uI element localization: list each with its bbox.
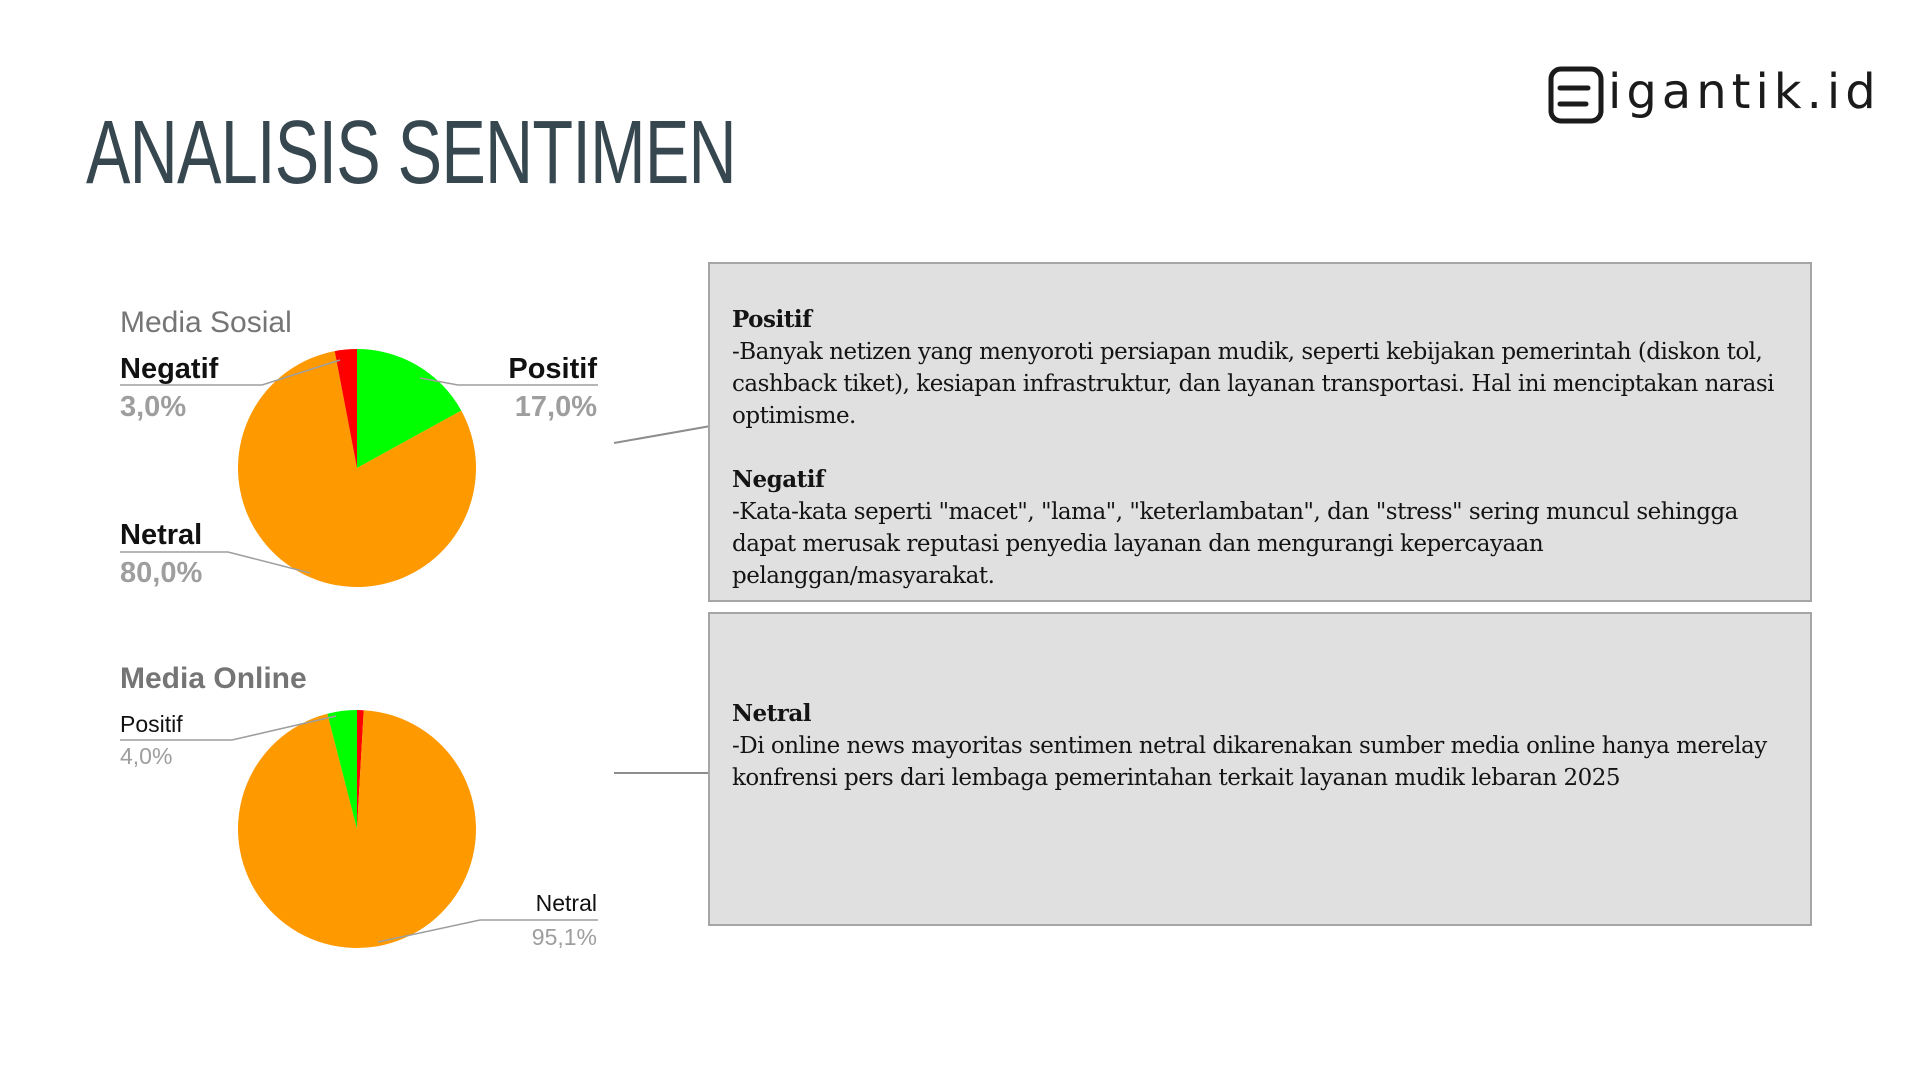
label-netral: Netral: [535, 890, 597, 916]
chart-title-media-sosial: Media Sosial: [120, 306, 292, 339]
pie-media-online: [238, 710, 476, 948]
note-text: -Kata-kata seperti "macet", "lama", "keterlambatan", dan "stress" sering muncul sehingga dapat merusak reputasi penyedia layanan dan mengurangi kepercayaan pelanggan/masyarakat.: [732, 499, 1738, 589]
value-positif: 4,0%: [120, 743, 173, 769]
pie-media-sosial: [238, 349, 476, 587]
value-netral: 80,0%: [120, 557, 203, 589]
label-positif: Positif: [508, 353, 597, 385]
value-positif: 17,0%: [514, 391, 597, 423]
connector-line-2: [614, 772, 710, 774]
value-netral: 95,1%: [531, 924, 597, 950]
note-box-media-online: [708, 612, 1812, 926]
note-box-media-sosial: [708, 262, 1812, 602]
note-text: -Banyak netizen yang menyoroti persiapan mudik, seperti kebijakan pemerintah (diskon tol, cashback tiket), kesiapan infrastruktur, dan layanan transportasi. Hal ini menciptakan narasi optimisme.: [732, 339, 1775, 429]
note-heading: Negatif: [732, 466, 825, 493]
label-netral: Netral: [120, 519, 203, 551]
label-positif: Positif: [120, 711, 183, 737]
note-heading: Netral: [732, 700, 812, 727]
note-text: -Di online news mayoritas sentimen netral dikarenakan sumber media online hanya merelay konfrensi pers dari lembaga pemerintahan terkait layanan mudik lebaran 2025: [732, 733, 1767, 791]
chart-title-media-online: Media Online: [120, 662, 307, 695]
pie-charts: [0, 0, 760, 1078]
note-heading: Positif: [732, 306, 812, 333]
brand-name: igantik.id: [1608, 64, 1881, 120]
value-negatif: 3,0%: [120, 391, 187, 423]
label-negatif: Negatif: [120, 353, 219, 385]
brand-logo-mark-icon: [1548, 66, 1604, 124]
slide-title: ANALISIS SENTIMEN: [86, 103, 736, 203]
